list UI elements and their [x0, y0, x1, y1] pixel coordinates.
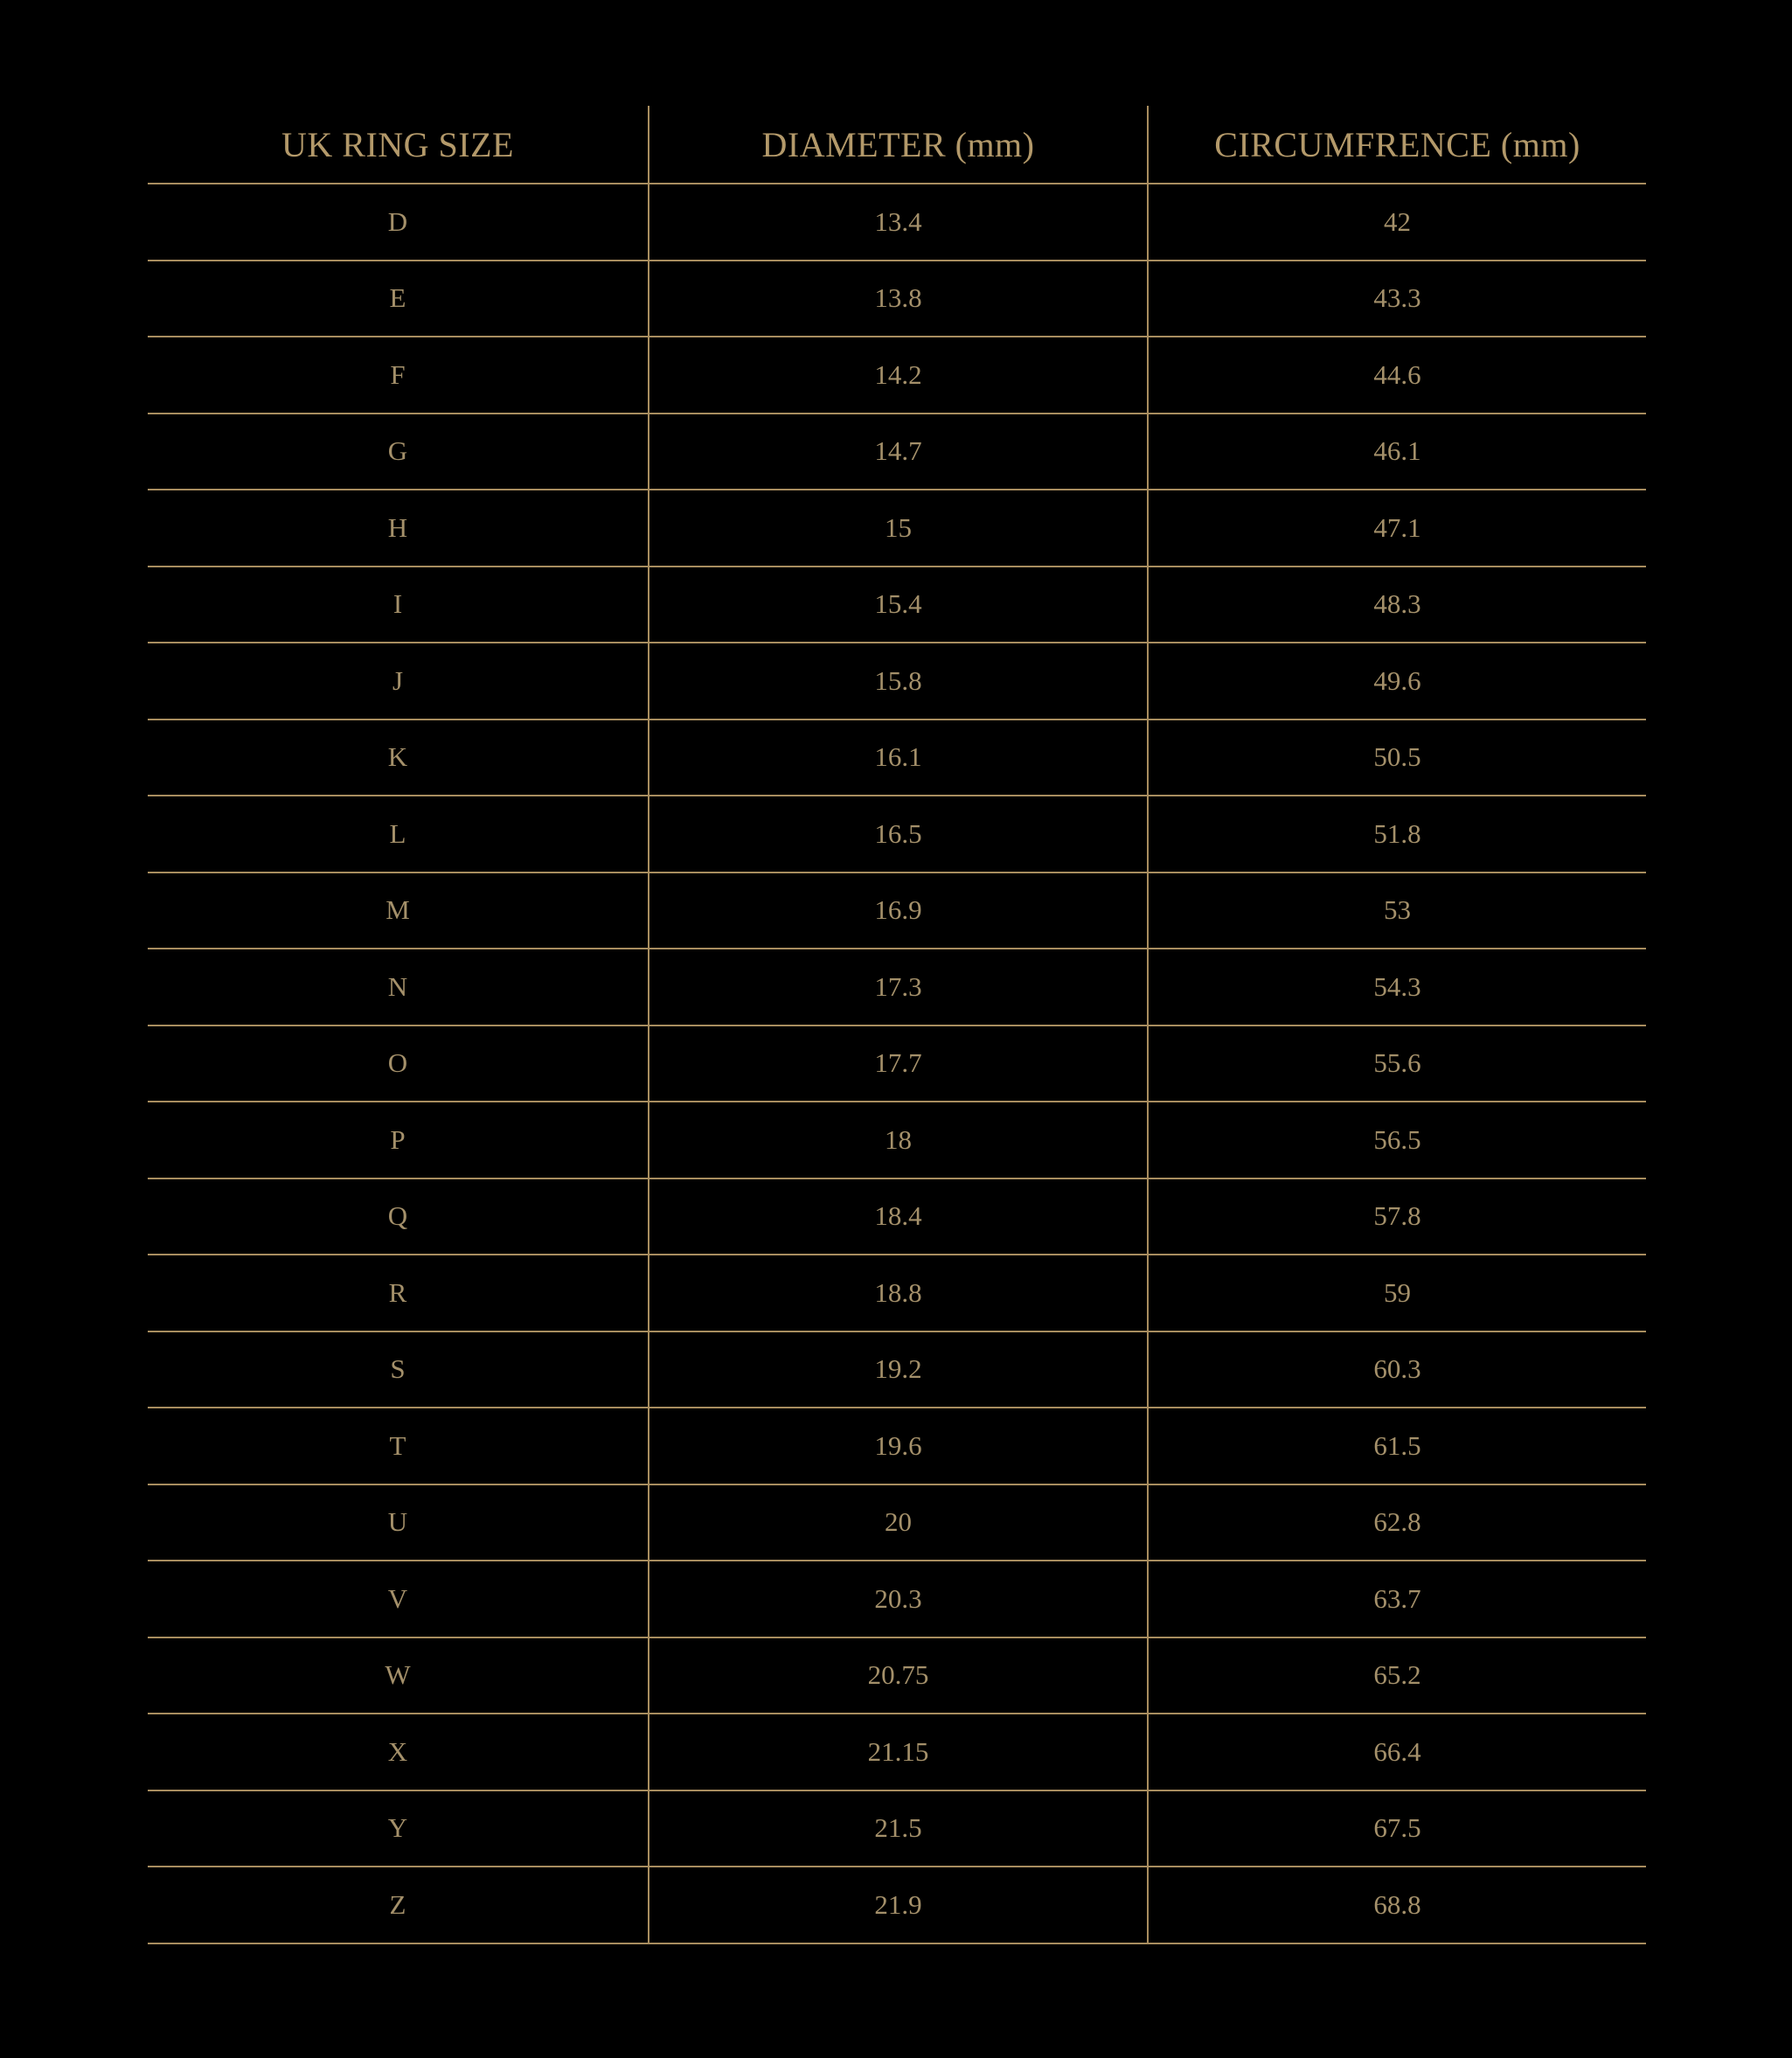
- cell-diameter: 15.8: [649, 643, 1148, 720]
- cell-circumference: 48.3: [1148, 567, 1646, 643]
- cell-uk-ring-size: N: [148, 949, 649, 1026]
- cell-diameter: 14.2: [649, 337, 1148, 414]
- cell-uk-ring-size: V: [148, 1561, 649, 1637]
- cell-uk-ring-size: K: [148, 720, 649, 796]
- table-row: [148, 1484, 1646, 1561]
- cell-diameter: 18.8: [649, 1255, 1148, 1331]
- cell-uk-ring-size: M: [148, 873, 649, 949]
- table-row: [148, 796, 1646, 873]
- ring-size-table: [148, 106, 1646, 1944]
- table-row: [148, 1026, 1646, 1102]
- cell-circumference: 51.8: [1148, 796, 1646, 873]
- cell-uk-ring-size: Y: [148, 1790, 649, 1867]
- table-row: [148, 261, 1646, 337]
- table-row: [148, 490, 1646, 567]
- cell-uk-ring-size: D: [148, 184, 649, 261]
- cell-diameter: 16.5: [649, 796, 1148, 873]
- cell-diameter: 21.15: [649, 1714, 1148, 1790]
- cell-diameter: 16.9: [649, 873, 1148, 949]
- cell-uk-ring-size: L: [148, 796, 649, 873]
- cell-circumference: 44.6: [1148, 337, 1646, 414]
- cell-diameter: 20.3: [649, 1561, 1148, 1637]
- cell-diameter: 14.7: [649, 414, 1148, 490]
- cell-circumference: 61.5: [1148, 1408, 1646, 1484]
- cell-circumference: 42: [1148, 184, 1646, 261]
- cell-uk-ring-size: J: [148, 643, 649, 720]
- cell-diameter: 20: [649, 1484, 1148, 1561]
- cell-uk-ring-size: P: [148, 1102, 649, 1178]
- cell-circumference: 56.5: [1148, 1102, 1646, 1178]
- cell-circumference: 55.6: [1148, 1026, 1646, 1102]
- table-row: [148, 873, 1646, 949]
- cell-circumference: 60.3: [1148, 1331, 1646, 1408]
- cell-uk-ring-size: F: [148, 337, 649, 414]
- cell-circumference: 54.3: [1148, 949, 1646, 1026]
- table-row: [148, 1561, 1646, 1637]
- cell-circumference: 47.1: [1148, 490, 1646, 567]
- cell-diameter: 16.1: [649, 720, 1148, 796]
- table-header: [148, 106, 1646, 184]
- cell-circumference: 63.7: [1148, 1561, 1646, 1637]
- cell-diameter: 19.6: [649, 1408, 1148, 1484]
- cell-uk-ring-size: X: [148, 1714, 649, 1790]
- table-row: [148, 1102, 1646, 1178]
- table-row: [148, 1714, 1646, 1790]
- table-row: [148, 1255, 1646, 1331]
- cell-diameter: 18.4: [649, 1178, 1148, 1255]
- table-row: [148, 1867, 1646, 1943]
- cell-diameter: 21.9: [649, 1867, 1148, 1943]
- cell-uk-ring-size: I: [148, 567, 649, 643]
- header-circumference: CIRCUMFRENCE (mm): [1148, 106, 1646, 184]
- cell-circumference: 53: [1148, 873, 1646, 949]
- cell-uk-ring-size: T: [148, 1408, 649, 1484]
- table-row: [148, 414, 1646, 490]
- cell-diameter: 17.7: [649, 1026, 1148, 1102]
- cell-uk-ring-size: E: [148, 261, 649, 337]
- cell-circumference: 46.1: [1148, 414, 1646, 490]
- table-row: [148, 337, 1646, 414]
- table-row: [148, 1790, 1646, 1867]
- cell-circumference: 68.8: [1148, 1867, 1646, 1943]
- header-uk-ring-size: UK RING SIZE: [148, 106, 649, 184]
- cell-circumference: 66.4: [1148, 1714, 1646, 1790]
- header-row: [148, 106, 1646, 184]
- table-row: [148, 949, 1646, 1026]
- cell-circumference: 62.8: [1148, 1484, 1646, 1561]
- cell-diameter: 17.3: [649, 949, 1148, 1026]
- cell-circumference: 57.8: [1148, 1178, 1646, 1255]
- cell-diameter: 13.8: [649, 261, 1148, 337]
- cell-diameter: 13.4: [649, 184, 1148, 261]
- cell-circumference: 43.3: [1148, 261, 1646, 337]
- cell-uk-ring-size: R: [148, 1255, 649, 1331]
- cell-diameter: 21.5: [649, 1790, 1148, 1867]
- cell-circumference: 65.2: [1148, 1637, 1646, 1714]
- cell-uk-ring-size: U: [148, 1484, 649, 1561]
- cell-uk-ring-size: O: [148, 1026, 649, 1102]
- cell-uk-ring-size: H: [148, 490, 649, 567]
- table-row: [148, 1408, 1646, 1484]
- header-diameter: DIAMETER (mm): [649, 106, 1148, 184]
- cell-circumference: 59: [1148, 1255, 1646, 1331]
- cell-diameter: 15: [649, 490, 1148, 567]
- table-row: [148, 1331, 1646, 1408]
- table-body: [148, 184, 1646, 1943]
- table-row: [148, 567, 1646, 643]
- table-row: [148, 720, 1646, 796]
- table-row: [148, 1178, 1646, 1255]
- cell-circumference: 49.6: [1148, 643, 1646, 720]
- table-row: [148, 1637, 1646, 1714]
- ring-size-table-container: [148, 106, 1646, 1944]
- cell-diameter: 15.4: [649, 567, 1148, 643]
- table-row: [148, 643, 1646, 720]
- cell-uk-ring-size: G: [148, 414, 649, 490]
- cell-diameter: 20.75: [649, 1637, 1148, 1714]
- cell-circumference: 50.5: [1148, 720, 1646, 796]
- table-row: [148, 184, 1646, 261]
- cell-circumference: 67.5: [1148, 1790, 1646, 1867]
- cell-uk-ring-size: W: [148, 1637, 649, 1714]
- cell-uk-ring-size: Q: [148, 1178, 649, 1255]
- cell-uk-ring-size: Z: [148, 1867, 649, 1943]
- cell-diameter: 18: [649, 1102, 1148, 1178]
- cell-diameter: 19.2: [649, 1331, 1148, 1408]
- cell-uk-ring-size: S: [148, 1331, 649, 1408]
